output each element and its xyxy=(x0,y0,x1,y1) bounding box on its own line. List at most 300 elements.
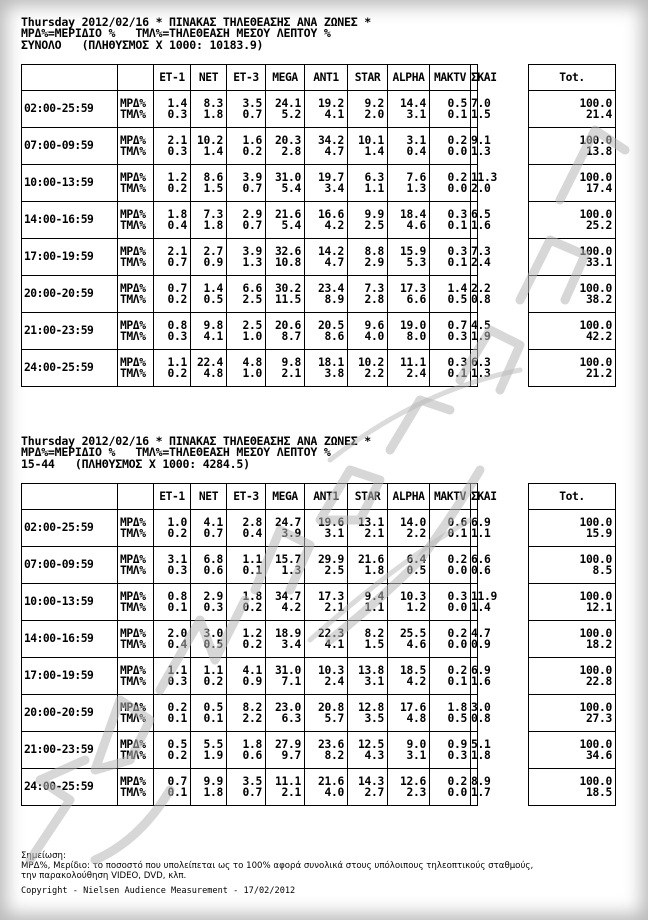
tvr-value: 8.7 xyxy=(281,330,301,343)
value-cell xyxy=(305,547,348,584)
tvr-value: 8.6 xyxy=(324,330,344,343)
share-value: 13.1 xyxy=(357,515,384,529)
tvr-value: 0.0 xyxy=(447,638,467,651)
tvr-total: 27.3 xyxy=(585,712,612,725)
tvr-value: 0.3 xyxy=(167,675,187,688)
channel-header: ALPHA xyxy=(388,484,430,510)
tvr-value: 2.1 xyxy=(324,601,344,614)
tvr-value: 3.1 xyxy=(324,527,344,540)
tvr-value: 1.5 xyxy=(364,638,384,651)
value-cell xyxy=(305,239,348,276)
share-value: 0.7 xyxy=(167,281,187,295)
share-value: 7.3 xyxy=(471,244,491,258)
tvr-value: 0.0 xyxy=(447,182,467,195)
time-slot: 24:00-25:59 xyxy=(22,769,118,806)
value-cell xyxy=(227,239,266,276)
tvr-value: 5.4 xyxy=(281,182,301,195)
tvr-value: 3.1 xyxy=(406,108,426,121)
section-1-header xyxy=(21,17,621,51)
share-value: 1.1 xyxy=(167,663,187,677)
channel-header: ET-3 xyxy=(227,484,266,510)
table-row xyxy=(22,350,616,387)
share-value: 20.5 xyxy=(317,318,344,332)
tvr-value: 2.3 xyxy=(406,786,426,799)
channel-header: MEGA xyxy=(266,484,305,510)
tvr-value: 2.7 xyxy=(364,786,384,799)
measure-labels xyxy=(118,128,154,165)
header-line: ΜΡΔ%=ΜΕΡΙΔΙΟ % ΤΜΛ%=ΤΗΛΕΘΕΑΣΗ ΜΕΣΟΥ ΛΕΠΤΟΥ % xyxy=(21,26,331,41)
value-cell xyxy=(430,91,471,128)
share-value: 21.6 xyxy=(357,552,384,566)
value-cell xyxy=(154,769,191,806)
table-row xyxy=(22,621,616,658)
tvr-value: 1.1 xyxy=(364,601,384,614)
channel-header: ANT1 xyxy=(305,484,348,510)
value-cell xyxy=(388,621,430,658)
value-cell xyxy=(227,584,266,621)
table-row xyxy=(22,584,616,621)
tvr-value: 0.7 xyxy=(242,108,262,121)
header-line: ΜΡΔ%=ΜΕΡΙΔΙΟ % ΤΜΛ%=ΤΗΛΕΘΕΑΣΗ ΜΕΣΟΥ ΛΕΠΤΟΥ % xyxy=(21,445,331,460)
tvr-value: 2.5 xyxy=(364,219,384,232)
share-total: 100.0 xyxy=(579,96,612,110)
tvr-value: 1.0 xyxy=(242,367,262,380)
share-label: ΜΡΔ% xyxy=(120,355,146,369)
share-value: 3.0 xyxy=(471,700,491,714)
tvr-value: 0.2 xyxy=(167,749,187,762)
value-cell xyxy=(227,769,266,806)
channel-header: NET xyxy=(191,65,227,91)
value-cell xyxy=(388,658,430,695)
share-value: 0.2 xyxy=(447,626,467,640)
value-cell xyxy=(305,769,348,806)
tvr-value: 5.7 xyxy=(324,712,344,725)
share-label: ΜΡΔ% xyxy=(120,133,146,147)
value-cell xyxy=(154,313,191,350)
share-label: ΜΡΔ% xyxy=(120,281,146,295)
value-cell xyxy=(266,510,305,547)
value-cell xyxy=(227,276,266,313)
share-value: 14.3 xyxy=(357,774,384,788)
total-cell xyxy=(529,165,616,202)
value-cell xyxy=(388,276,430,313)
value-cell xyxy=(388,695,430,732)
tvr-value: 1.9 xyxy=(471,330,491,343)
tvr-value: 2.5 xyxy=(324,564,344,577)
value-cell xyxy=(305,202,348,239)
share-value: 8.2 xyxy=(242,700,262,714)
tvr-value: 4.7 xyxy=(324,256,344,269)
value-cell xyxy=(305,91,348,128)
share-total: 100.0 xyxy=(579,552,612,566)
header-line: Thursday 2012/02/16 * ΠΙΝΑΚΑΣ ΤΗΛΕΘΕΑΣΗΣ ΑΝΑ ΖΩΝΕΣ * xyxy=(21,15,371,29)
share-value: 0.6 xyxy=(447,515,467,529)
value-cell xyxy=(266,276,305,313)
total-cell xyxy=(529,510,616,547)
tvr-value: 1.3 xyxy=(281,564,301,577)
channel-header: MEGA xyxy=(266,65,305,91)
value-cell xyxy=(305,165,348,202)
share-value: 32.6 xyxy=(274,244,301,258)
share-value: 9.0 xyxy=(406,737,426,751)
value-cell xyxy=(388,510,430,547)
table-row xyxy=(22,91,616,128)
tvr-value: 2.4 xyxy=(324,675,344,688)
share-value: 1.1 xyxy=(242,552,262,566)
share-value: 22.3 xyxy=(317,626,344,640)
value-cell xyxy=(430,732,471,769)
share-value: 4.1 xyxy=(203,515,223,529)
total-cell xyxy=(529,276,616,313)
value-cell xyxy=(266,658,305,695)
total-cell xyxy=(529,621,616,658)
tvr-value: 7.1 xyxy=(281,675,301,688)
share-value: 1.1 xyxy=(167,355,187,369)
tvr-value: 0.1 xyxy=(447,367,467,380)
share-value: 3.9 xyxy=(242,170,262,184)
share-label: ΜΡΔ% xyxy=(120,774,146,788)
value-cell xyxy=(348,239,388,276)
value-cell xyxy=(471,769,491,806)
value-cell xyxy=(305,732,348,769)
tvr-value: 1.2 xyxy=(406,601,426,614)
value-cell xyxy=(191,732,227,769)
value-cell xyxy=(348,658,388,695)
value-cell xyxy=(388,91,430,128)
share-value: 0.9 xyxy=(447,737,467,751)
value-cell xyxy=(388,165,430,202)
time-slot: 07:00-09:59 xyxy=(22,128,118,165)
tvr-value: 9.7 xyxy=(281,749,301,762)
value-cell xyxy=(471,695,491,732)
total-cell xyxy=(529,350,616,387)
footnote-line: Σημείωση: xyxy=(21,851,66,861)
total-cell xyxy=(529,91,616,128)
tvr-total: 33.1 xyxy=(585,256,612,269)
tvr-value: 10.8 xyxy=(274,256,301,269)
share-value: 29.9 xyxy=(317,552,344,566)
share-value: 10.1 xyxy=(357,133,384,147)
section-2-header xyxy=(21,436,621,470)
value-cell xyxy=(227,313,266,350)
tvr-value: 0.5 xyxy=(447,293,467,306)
value-cell xyxy=(266,695,305,732)
share-value: 3.1 xyxy=(406,133,426,147)
share-value: 20.6 xyxy=(274,318,301,332)
footnote-line: την παρακολούθηση VIDEO, DVD, κλπ. xyxy=(21,871,187,881)
share-value: 12.8 xyxy=(357,700,384,714)
value-cell xyxy=(305,276,348,313)
value-cell xyxy=(471,313,491,350)
value-cell xyxy=(154,584,191,621)
table-header-row xyxy=(22,65,616,91)
tvr-value: 6.6 xyxy=(406,293,426,306)
tvr-value: 1.4 xyxy=(471,601,491,614)
channel-header: STAR xyxy=(348,65,388,91)
share-value: 4.8 xyxy=(242,355,262,369)
value-cell xyxy=(227,547,266,584)
header-cell-timeslot xyxy=(22,484,118,510)
tvr-value: 0.0 xyxy=(447,786,467,799)
channel-header: ET-1 xyxy=(154,484,191,510)
header-line: Thursday 2012/02/16 * ΠΙΝΑΚΑΣ ΤΗΛΕΘΕΑΣΗΣ ΑΝΑ ΖΩΝΕΣ * xyxy=(21,434,371,448)
tvr-value: 4.6 xyxy=(406,219,426,232)
tvr-value: 0.7 xyxy=(242,219,262,232)
value-cell xyxy=(191,769,227,806)
value-cell xyxy=(154,547,191,584)
share-value: 0.3 xyxy=(447,355,467,369)
share-value: 23.4 xyxy=(317,281,344,295)
value-cell xyxy=(305,313,348,350)
share-value: 3.5 xyxy=(242,96,262,110)
share-value: 22.4 xyxy=(196,355,223,369)
tvr-value: 4.0 xyxy=(324,786,344,799)
value-cell xyxy=(471,732,491,769)
time-slot: 10:00-13:59 xyxy=(22,584,118,621)
channel-header: MAKTV xyxy=(430,484,471,510)
tvr-value: 0.8 xyxy=(471,712,491,725)
share-value: 14.4 xyxy=(399,96,426,110)
share-value: 34.7 xyxy=(274,589,301,603)
tvr-value: 0.2 xyxy=(203,675,223,688)
tvr-label: ΤΜΛ% xyxy=(120,108,146,121)
share-value: 11.1 xyxy=(274,774,301,788)
tvr-label: ΤΜΛ% xyxy=(120,675,146,688)
value-cell xyxy=(227,510,266,547)
header-cell-measure xyxy=(118,65,154,91)
tvr-total: 38.2 xyxy=(585,293,612,306)
share-label: ΜΡΔ% xyxy=(120,737,146,751)
channel-header: STAR xyxy=(348,484,388,510)
share-value: 8.6 xyxy=(203,170,223,184)
time-slot: 21:00-23:59 xyxy=(22,732,118,769)
channel-header: NET xyxy=(191,484,227,510)
total-header: Tot. xyxy=(529,484,616,510)
value-cell xyxy=(471,239,491,276)
total-cell xyxy=(529,732,616,769)
tvr-value: 0.1 xyxy=(167,601,187,614)
share-value: 20.8 xyxy=(317,700,344,714)
value-cell xyxy=(154,510,191,547)
share-value: 8.9 xyxy=(471,774,491,788)
share-value: 2.2 xyxy=(471,281,491,295)
tvr-value: 4.8 xyxy=(203,367,223,380)
share-value: 1.0 xyxy=(167,515,187,529)
share-value: 2.1 xyxy=(167,133,187,147)
tvr-value: 5.2 xyxy=(281,108,301,121)
tvr-value: 1.8 xyxy=(471,749,491,762)
value-cell xyxy=(388,128,430,165)
share-value: 6.5 xyxy=(471,207,491,221)
tvr-total: 15.9 xyxy=(585,527,612,540)
total-cell xyxy=(529,202,616,239)
share-value: 17.6 xyxy=(399,700,426,714)
value-cell xyxy=(430,350,471,387)
tvr-value: 0.6 xyxy=(203,564,223,577)
tvr-value: 0.2 xyxy=(167,182,187,195)
tvr-value: 3.4 xyxy=(281,638,301,651)
share-value: 2.9 xyxy=(242,207,262,221)
value-cell xyxy=(348,276,388,313)
time-slot: 14:00-16:59 xyxy=(22,621,118,658)
share-value: 0.3 xyxy=(447,207,467,221)
channel-header: ΣΚΑΙ xyxy=(471,65,478,91)
tvr-value: 4.1 xyxy=(324,638,344,651)
value-cell xyxy=(471,350,491,387)
tvr-value: 0.4 xyxy=(406,145,426,158)
share-value: 30.2 xyxy=(274,281,301,295)
tvr-value: 1.6 xyxy=(471,219,491,232)
tvr-label: ΤΜΛ% xyxy=(120,712,146,725)
share-value: 10.2 xyxy=(357,355,384,369)
share-value: 2.1 xyxy=(167,244,187,258)
tvr-value: 4.0 xyxy=(364,330,384,343)
share-value: 9.8 xyxy=(203,318,223,332)
header-line: 15-44 (ΠΛΗΘΥΣΜΟΣ Χ 1000: 4284.5) xyxy=(21,456,250,471)
tvr-value: 1.3 xyxy=(406,182,426,195)
ratings-table-total xyxy=(21,64,616,387)
share-value: 31.0 xyxy=(274,170,301,184)
share-value: 19.2 xyxy=(317,96,344,110)
tvr-value: 2.1 xyxy=(281,786,301,799)
share-value: 7.0 xyxy=(471,96,491,110)
share-value: 5.1 xyxy=(471,737,491,751)
tvr-value: 4.3 xyxy=(364,749,384,762)
share-value: 3.1 xyxy=(167,552,187,566)
header-line: ΣΥΝΟΛΟ (ΠΛΗΘΥΣΜΟΣ Χ 1000: 10183.9) xyxy=(21,37,264,52)
tvr-value: 3.5 xyxy=(364,712,384,725)
value-cell xyxy=(430,202,471,239)
share-value: 14.2 xyxy=(317,244,344,258)
value-cell xyxy=(154,695,191,732)
time-slot: 14:00-16:59 xyxy=(22,202,118,239)
share-total: 100.0 xyxy=(579,170,612,184)
share-value: 0.7 xyxy=(167,774,187,788)
share-value: 9.6 xyxy=(364,318,384,332)
tvr-value: 0.2 xyxy=(242,638,262,651)
share-label: ΜΡΔ% xyxy=(120,515,146,529)
share-label: ΜΡΔ% xyxy=(120,663,146,677)
value-cell xyxy=(266,128,305,165)
value-cell xyxy=(348,547,388,584)
tvr-value: 1.0 xyxy=(242,330,262,343)
tvr-value: 0.7 xyxy=(167,256,187,269)
tvr-label: ΤΜΛ% xyxy=(120,256,146,269)
share-value: 8.2 xyxy=(364,626,384,640)
table-row xyxy=(22,510,616,547)
value-cell xyxy=(388,584,430,621)
tvr-value: 0.1 xyxy=(167,786,187,799)
share-value: 2.9 xyxy=(203,589,223,603)
value-cell xyxy=(388,202,430,239)
value-cell xyxy=(471,510,491,547)
share-value: 6.3 xyxy=(364,170,384,184)
share-value: 7.3 xyxy=(203,207,223,221)
table-row xyxy=(22,313,616,350)
tvr-value: 2.2 xyxy=(364,367,384,380)
share-value: 0.2 xyxy=(447,133,467,147)
share-total: 100.0 xyxy=(579,318,612,332)
value-cell xyxy=(388,769,430,806)
share-value: 23.6 xyxy=(317,737,344,751)
tvr-value: 0.5 xyxy=(406,564,426,577)
share-value: 10.3 xyxy=(399,589,426,603)
total-cell xyxy=(529,547,616,584)
value-cell xyxy=(348,202,388,239)
value-cell xyxy=(154,202,191,239)
tvr-total: 18.2 xyxy=(585,638,612,651)
table-row xyxy=(22,128,616,165)
value-cell xyxy=(191,547,227,584)
value-cell xyxy=(348,621,388,658)
tvr-value: 3.9 xyxy=(281,527,301,540)
header-cell-timeslot xyxy=(22,65,118,91)
measure-labels xyxy=(118,276,154,313)
tvr-value: 2.8 xyxy=(281,145,301,158)
value-cell xyxy=(388,547,430,584)
share-value: 19.6 xyxy=(317,515,344,529)
tvr-value: 1.3 xyxy=(471,367,491,380)
tvr-value: 3.1 xyxy=(364,675,384,688)
share-value: 16.6 xyxy=(317,207,344,221)
share-value: 9.1 xyxy=(471,133,491,147)
share-value: 2.0 xyxy=(167,626,187,640)
measure-labels xyxy=(118,239,154,276)
share-value: 1.2 xyxy=(242,626,262,640)
tvr-value: 5.3 xyxy=(406,256,426,269)
tvr-value: 0.0 xyxy=(447,145,467,158)
tvr-label: ΤΜΛ% xyxy=(120,786,146,799)
share-value: 9.2 xyxy=(364,96,384,110)
value-cell xyxy=(154,621,191,658)
tvr-value: 4.2 xyxy=(281,601,301,614)
share-label: ΜΡΔ% xyxy=(120,244,146,258)
value-cell xyxy=(154,91,191,128)
value-cell xyxy=(154,239,191,276)
value-cell xyxy=(191,239,227,276)
tvr-value: 0.7 xyxy=(242,182,262,195)
tvr-value: 1.1 xyxy=(471,527,491,540)
value-cell xyxy=(348,165,388,202)
tvr-value: 1.5 xyxy=(203,182,223,195)
tvr-label: ΤΜΛ% xyxy=(120,564,146,577)
share-value: 8.3 xyxy=(203,96,223,110)
share-value: 11.9 xyxy=(471,589,498,603)
channel-header: ALPHA xyxy=(388,65,430,91)
value-cell xyxy=(191,658,227,695)
share-value: 3.5 xyxy=(242,774,262,788)
tvr-value: 4.6 xyxy=(406,638,426,651)
tvr-value: 4.2 xyxy=(324,219,344,232)
value-cell xyxy=(471,621,491,658)
share-label: ΜΡΔ% xyxy=(120,170,146,184)
time-slot: 20:00-20:59 xyxy=(22,695,118,732)
value-cell xyxy=(191,128,227,165)
share-value: 12.5 xyxy=(357,737,384,751)
share-value: 3.9 xyxy=(242,244,262,258)
share-value: 9.9 xyxy=(203,774,223,788)
tvr-total: 22.8 xyxy=(585,675,612,688)
share-value: 24.1 xyxy=(274,96,301,110)
share-total: 100.0 xyxy=(579,589,612,603)
tvr-value: 0.3 xyxy=(447,749,467,762)
value-cell xyxy=(348,91,388,128)
share-total: 100.0 xyxy=(579,355,612,369)
tvr-value: 0.5 xyxy=(203,638,223,651)
value-cell xyxy=(471,165,498,202)
share-value: 25.5 xyxy=(399,626,426,640)
total-cell xyxy=(529,239,616,276)
